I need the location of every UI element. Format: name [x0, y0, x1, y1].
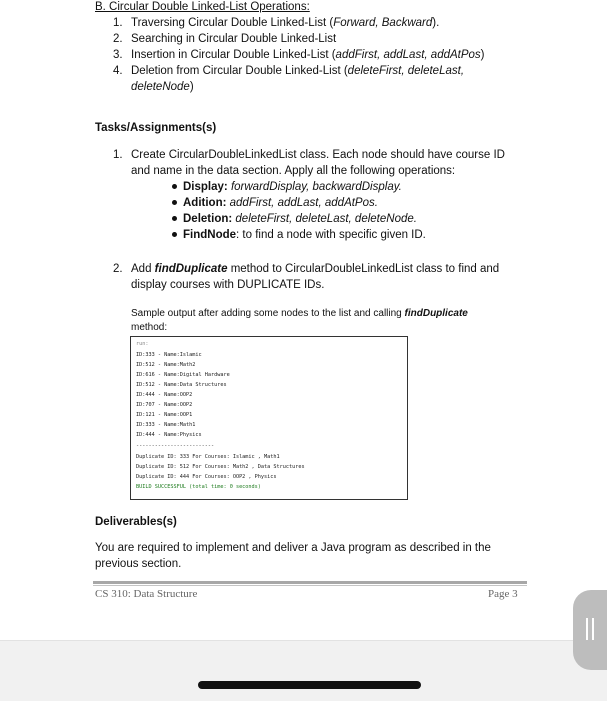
console-run-header: run:	[136, 341, 149, 347]
bottom-toolbar	[0, 640, 607, 701]
footer-page-number: Page 3	[488, 588, 518, 600]
console-duplicate-line: Duplicate ID: 333 For Courses: Islamic , Math1	[136, 454, 280, 460]
console-line: ID:512 - Name:Data Structures	[136, 382, 227, 388]
console-output	[130, 336, 408, 500]
task-1-line-2: and name in the data section. Apply all the following operations:	[131, 165, 456, 177]
grip-icon	[586, 618, 588, 640]
grip-icon	[592, 618, 594, 640]
footer-divider-thin	[93, 585, 527, 586]
console-line: ID:333 - Name:Islamic	[136, 352, 202, 358]
bullet-deletion: Deletion: deleteFirst, deleteLast, deleteNode.	[183, 213, 417, 225]
console-duplicate-line: Duplicate ID: 444 For Courses: OOP2 , Physics	[136, 474, 277, 480]
list-number-2: 2.	[113, 33, 123, 45]
bullet-display: Display: forwardDisplay, backwardDisplay.	[183, 181, 402, 193]
deliverables-line-1: You are required to implement and deliver a Java program as described in the	[95, 542, 491, 554]
sample-caption-cont: method:	[131, 322, 168, 333]
bullet-icon	[172, 200, 177, 205]
sample-caption: Sample output after adding some nodes to the list and calling findDuplicate	[131, 308, 468, 319]
home-indicator[interactable]	[198, 681, 421, 689]
bullet-icon	[172, 184, 177, 189]
tasks-heading: Tasks/Assignments(s)	[95, 122, 217, 134]
console-line: ID:444 - Name:OOP2	[136, 392, 193, 398]
console-duplicate-line: Duplicate ID: 512 For Courses: Math2 , Data Structures	[136, 464, 305, 470]
bullet-findnode: FindNode: to find a node with specific given ID.	[183, 229, 426, 241]
list-item-3: Insertion in Circular Double Linked-List (addFirst, addLast, addAtPos)	[131, 49, 485, 61]
console-line: ID:616 - Name:Digital Hardware	[136, 372, 230, 378]
deliverables-line-2: previous section.	[95, 558, 182, 570]
task-number-2: 2.	[113, 263, 123, 275]
console-line: ID:444 - Name:Physics	[136, 432, 202, 438]
list-number-1: 1.	[113, 17, 123, 29]
footer-course: CS 310: Data Structure	[95, 588, 198, 600]
bullet-icon	[172, 232, 177, 237]
task-2-line-1: Add findDuplicate method to CircularDoubleLinkedList class to find and	[131, 263, 500, 275]
side-panel-handle[interactable]	[573, 590, 607, 670]
list-item-1: Traversing Circular Double Linked-List (Forward, Backward).	[131, 17, 440, 29]
console-build-status: BUILD SUCCESSFUL (total time: 0 seconds)	[136, 484, 261, 490]
console-line: ID:707 - Name:OOP2	[136, 402, 193, 408]
list-item-4: Deletion from Circular Double Linked-List (deleteFirst, deleteLast,	[131, 65, 465, 77]
console-separator: -------------------------	[136, 443, 215, 449]
task-2-line-2: display courses with DUPLICATE IDs.	[131, 279, 325, 291]
list-number-4: 4.	[113, 65, 123, 77]
list-number-3: 3.	[113, 49, 123, 61]
console-line: ID:333 - Name:Math1	[136, 422, 196, 428]
list-item-2: Searching in Circular Double Linked-List	[131, 33, 337, 45]
bullet-adition: Adition: addFirst, addLast, addAtPos.	[183, 197, 378, 209]
task-number-1: 1.	[113, 149, 123, 161]
task-1-line-1: Create CircularDoubleLinkedList class. Each node should have course ID	[131, 149, 505, 161]
console-line: ID:512 - Name:Math2	[136, 362, 196, 368]
footer-divider	[93, 581, 527, 584]
section-heading: B. Circular Double Linked-List Operations:	[95, 1, 310, 13]
console-line: ID:121 - Name:OOP1	[136, 412, 193, 418]
bullet-icon	[172, 216, 177, 221]
deliverables-heading: Deliverables(s)	[95, 516, 177, 528]
list-item-4-cont: deleteNode)	[131, 81, 194, 93]
